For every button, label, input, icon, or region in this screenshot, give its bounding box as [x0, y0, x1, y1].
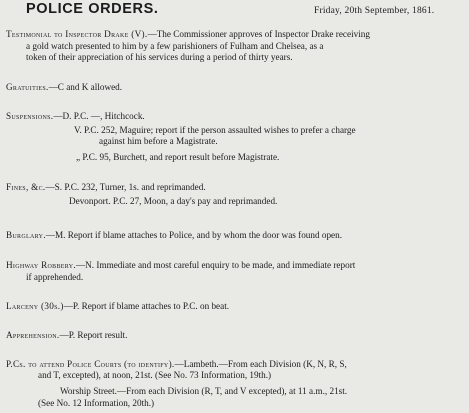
fines-heading: Fines, &c. [6, 182, 46, 192]
testimonial-text-line2: a gold watch presented to him by a few parishioners of Fulham and Chelsea, as a [26, 41, 324, 51]
police-courts-line4: (See No. 12 Information, 20th.) [38, 398, 155, 408]
issue-date: Friday, 20th September, 1861. [314, 6, 435, 16]
highway-robbery-heading: Highway Robbery. [6, 260, 76, 270]
highway-robbery-line2: if apprehended. [26, 272, 84, 282]
suspensions-line1: —D. P.C. —, Hitchcock. [53, 111, 145, 121]
fines-line1: —S. P.C. 232, Turner, 1s. and reprimanded. [45, 182, 206, 192]
gratuities-heading: Gratuities. [6, 82, 49, 92]
suspensions-line4: „ P.C. 95, Burchett, and report result before Magistrate. [76, 152, 280, 162]
testimonial-text-line3: token of their appreciation of his services during a period of thirty years. [26, 52, 293, 62]
larceny-entry [6, 301, 229, 313]
police-courts-heading: P.Cs. to attend Police Courts (to identify). [6, 359, 175, 369]
fines-line2: Devonport. P.C. 27, Moon, a day's pay and reprimanded. [69, 196, 278, 206]
highway-robbery-entry [6, 260, 355, 272]
testimonial-heading: Testimonial to Inspector Drake (V). [6, 29, 148, 39]
burglary-heading: Burglary. [6, 230, 46, 240]
gratuities-text: —C and K allowed. [48, 82, 123, 92]
suspensions-heading: Suspensions. [6, 111, 54, 121]
police-courts-line1: —Lambeth.—From each Division (K, N, R, S, [174, 359, 347, 369]
burglary-entry [6, 230, 342, 242]
police-courts-line2: and T, excepted), at noon, 21st. (See No. 73 Information, 19th.) [38, 370, 272, 380]
suspensions-entry [6, 111, 145, 123]
suspensions-line3: against him before a Magistrate. [99, 136, 218, 146]
larceny-heading: Larceny (30s.) [6, 301, 64, 311]
page-title: POLICE ORDERS. [26, 1, 159, 17]
police-courts-line3: Worship Street.—From each Division (R, T, and V excepted), at 11 a.m., 21st. [60, 386, 348, 396]
highway-robbery-line1: —N. Immediate and most careful enquiry to be made, and immediate report [75, 260, 356, 270]
apprehension-heading: Apprehension. [6, 330, 60, 340]
apprehension-text: —P. Report result. [59, 330, 128, 340]
suspensions-line2: V. P.C. 252, Maguire; report if the person assaulted wishes to prefer a charge [74, 125, 356, 135]
fines-entry [6, 182, 206, 194]
larceny-text: —P. Report if blame attaches to P.C. on beat. [63, 301, 230, 311]
testimonial-entry [6, 29, 370, 41]
burglary-text: —M. Report if blame attaches to Police, and by whom the door was found open. [45, 230, 343, 240]
testimonial-text-line1: —The Commissioner approves of Inspector Drake receiving [147, 29, 370, 39]
apprehension-entry [6, 330, 127, 342]
gratuities-entry [6, 82, 122, 94]
police-courts-entry [6, 359, 347, 371]
